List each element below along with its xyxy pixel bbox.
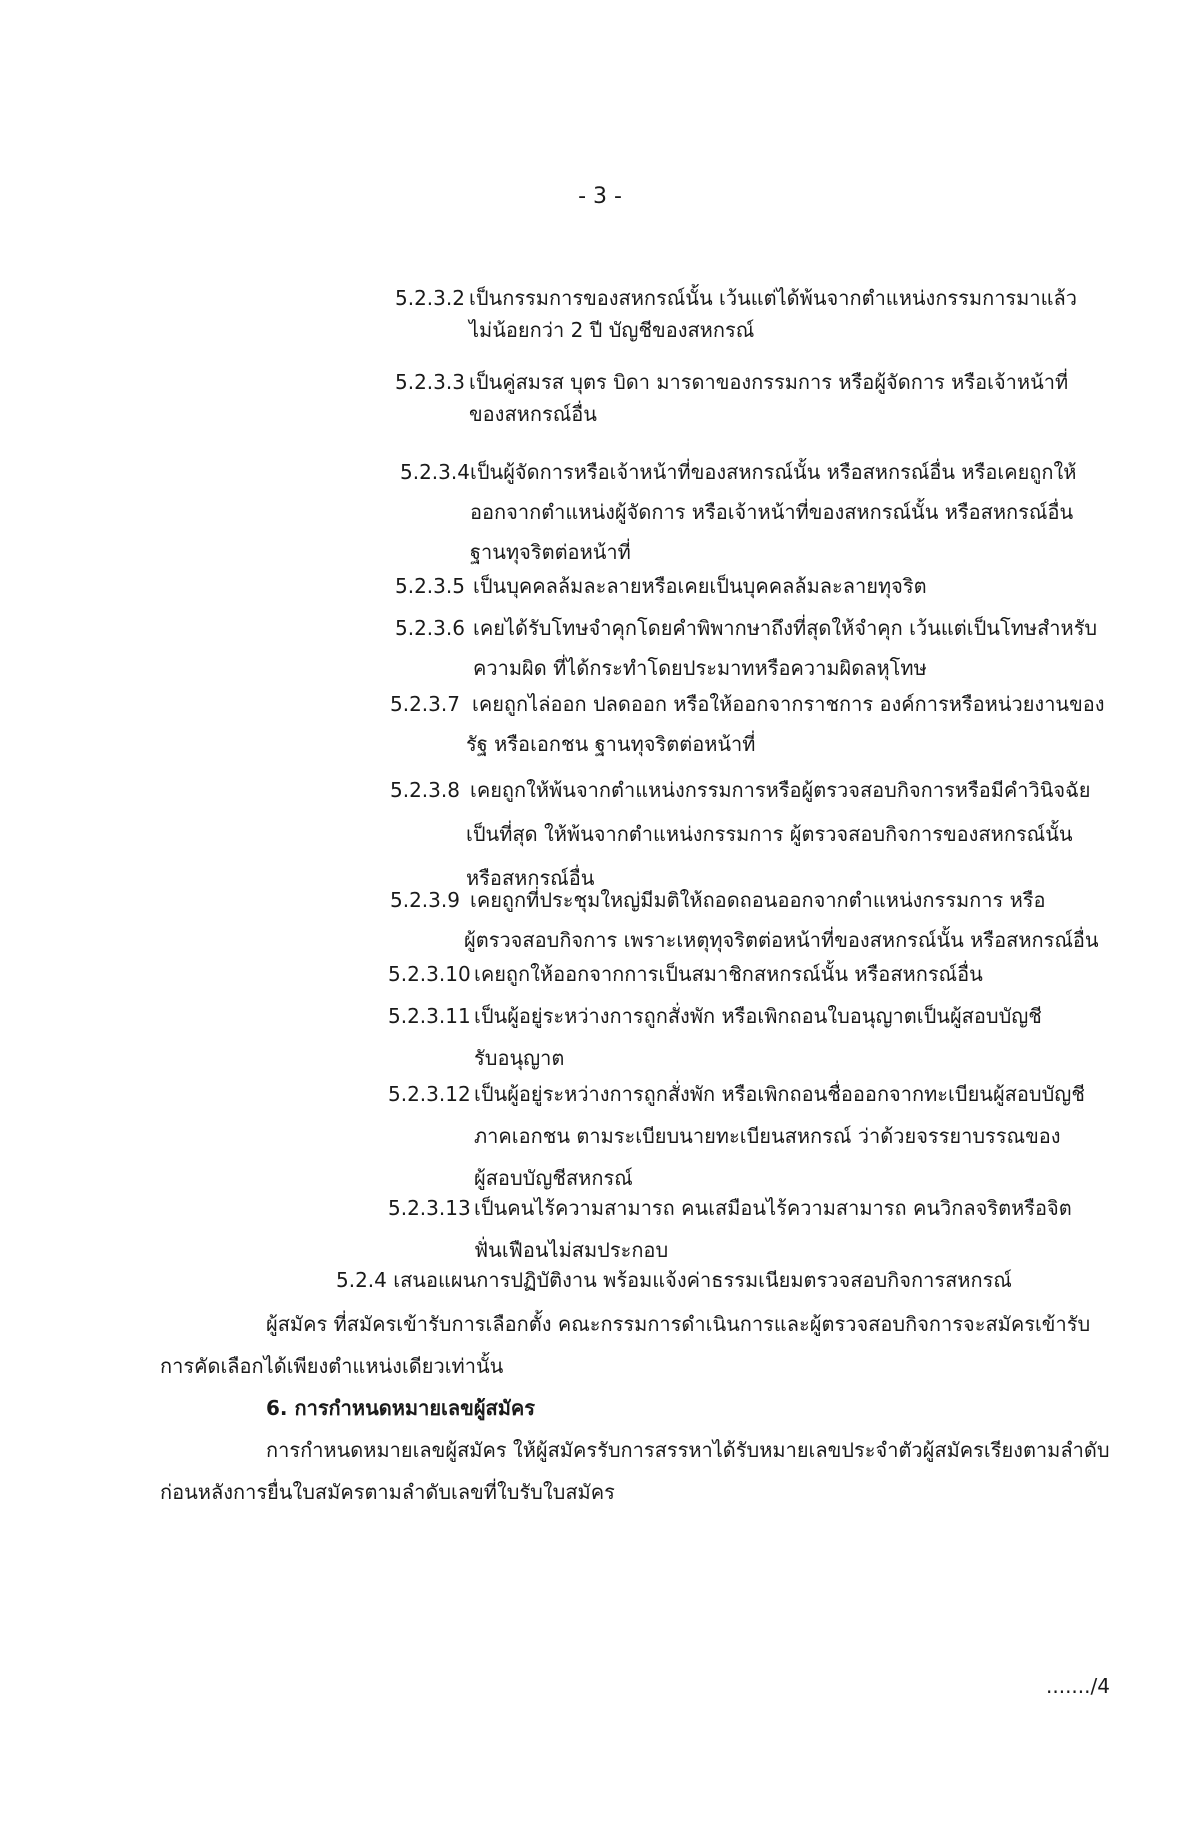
item-text: ผู้ตรวจสอบกิจการ เพราะเหตุทุจริตต่อหน้าที่ของสหกรณ์นั้น หรือสหกรณ์อื่น: [464, 928, 1099, 952]
item-number: 5.2.3.3: [395, 370, 465, 394]
item-number: 5.2.3.6: [395, 616, 465, 640]
list-item: [388, 1080, 1085, 1192]
item-number: 5.2.3.7: [390, 692, 460, 716]
item-number: 5.2.3.13: [388, 1196, 471, 1220]
item-text: เคยถูกไล่ออก ปลดออก หรือให้ออกจากราชการ องค์การหรือหน่วยงานของ: [472, 692, 1105, 716]
page-number: - 3 -: [578, 184, 622, 209]
next-page-marker: ......./4: [1046, 1674, 1110, 1698]
paragraph-line: ผู้สมัคร ที่สมัครเข้ารับการเลือกตั้ง คณะกรรมการดำเนินการและผู้ตรวจสอบกิจการจะสมัครเข้ารับ: [266, 1312, 1091, 1336]
section-6-heading: 6. การกำหนดหมายเลขผู้สมัคร: [266, 1396, 536, 1420]
list-item: [388, 960, 983, 988]
list-item: [395, 284, 1077, 344]
item-number: 5.2.3.9: [390, 888, 460, 912]
list-item: [400, 458, 1076, 566]
list-item: [390, 886, 1099, 954]
item-number: 5.2.3.10: [388, 962, 471, 986]
list-item: [395, 572, 927, 600]
item-number: 5.2.3.12: [388, 1082, 471, 1106]
item-text: เป็นผู้อยู่ระหว่างการถูกสั่งพัก หรือเพิกถอนใบอนุญาตเป็นผู้สอบบัญชี: [474, 1004, 1042, 1028]
item-text: รับอนุญาต: [474, 1046, 565, 1070]
item-text: เป็นคนไร้ความสามารถ คนเสมือนไร้ความสามารถ คนวิกลจริตหรือจิต: [474, 1196, 1072, 1220]
list-item: [395, 614, 1097, 682]
item-text: เป็นคู่สมรส บุตร บิดา มารดาของกรรมการ หรือผู้จัดการ หรือเจ้าหน้าที่: [469, 370, 1069, 394]
item-text: ความผิด ที่ได้กระทำโดยประมาทหรือความผิดลหุโทษ: [473, 656, 927, 680]
paragraph-line: การคัดเลือกได้เพียงตำแหน่งเดียวเท่านั้น: [160, 1354, 504, 1378]
item-text: รัฐ หรือเอกชน ฐานทุจริตต่อหน้าที่: [466, 732, 756, 756]
item-number: 5.2.3.4: [400, 460, 470, 484]
item-text: หรือสหกรณ์อื่น: [466, 866, 595, 890]
item-number: 5.2.3.11: [388, 1004, 471, 1028]
paragraph-line: การกำหนดหมายเลขผู้สมัคร ให้ผู้สมัครรับการสรรหาได้รับหมายเลขประจำตัวผู้สมัครเรียงตามลำดับ: [266, 1438, 1110, 1462]
item-text: เป็นกรรมการของสหกรณ์นั้น เว้นแต่ได้พ้นจากตำแหน่งกรรมการมาแล้ว: [469, 286, 1077, 310]
item-text: เป็นผู้อยู่ระหว่างการถูกสั่งพัก หรือเพิกถอนชื่อออกจากทะเบียนผู้สอบบัญชี: [474, 1082, 1085, 1106]
item-text: ของสหกรณ์อื่น: [469, 402, 597, 426]
item-text: ออกจากตำแหน่งผู้จัดการ หรือเจ้าหน้าที่ของสหกรณ์นั้น หรือสหกรณ์อื่น: [470, 500, 1074, 524]
item-5-2-4: 5.2.4 เสนอแผนการปฏิบัติงาน พร้อมแจ้งค่าธรรมเนียมตรวจสอบกิจการสหกรณ์: [336, 1268, 1012, 1292]
item-text: เป็นที่สุด ให้พ้นจากตำแหน่งกรรมการ ผู้ตรวจสอบกิจการของสหกรณ์นั้น: [466, 822, 1073, 846]
item-text: เคยถูกที่ประชุมใหญ่มีมติให้ถอดถอนออกจากตำแหน่งกรรมการ หรือ: [470, 888, 1046, 912]
paragraph-line: ก่อนหลังการยื่นใบสมัครตามลำดับเลขที่ใบรับใบสมัคร: [160, 1480, 615, 1504]
list-item: [390, 690, 1105, 758]
item-text: ฟั่นเฟือนไม่สมประกอบ: [474, 1238, 669, 1262]
item-text: เคยถูกให้พ้นจากตำแหน่งกรรมการหรือผู้ตรวจสอบกิจการหรือมีคำวินิจฉัย: [470, 778, 1091, 802]
item-text: เคยถูกให้ออกจากการเป็นสมาชิกสหกรณ์นั้น หรือสหกรณ์อื่น: [474, 962, 983, 986]
item-text: เคยได้รับโทษจำคุกโดยคำพิพากษาถึงที่สุดให้จำคุก เว้นแต่เป็นโทษสำหรับ: [473, 616, 1098, 640]
item-text: ฐานทุจริตต่อหน้าที่: [470, 540, 631, 564]
item-text: ผู้สอบบัญชีสหกรณ์: [474, 1166, 633, 1190]
item-text: ไม่น้อยกว่า 2 ปี บัญชีของสหกรณ์: [469, 318, 755, 342]
item-number: 5.2.3.5: [395, 574, 465, 598]
list-item: [395, 368, 1068, 428]
list-item: [388, 1002, 1042, 1072]
item-number: 5.2.3.2: [395, 286, 465, 310]
item-number: 5.2.3.8: [390, 778, 460, 802]
list-item: [388, 1194, 1072, 1264]
list-item: [390, 776, 1090, 892]
item-text: ภาคเอกชน ตามระเบียบนายทะเบียนสหกรณ์ ว่าด้วยจรรยาบรรณของ: [474, 1124, 1061, 1148]
item-text: เป็นผู้จัดการหรือเจ้าหน้าที่ของสหกรณ์นั้น หรือสหกรณ์อื่น หรือเคยถูกให้: [470, 460, 1077, 484]
item-text: เป็นบุคคลล้มละลายหรือเคยเป็นบุคคลล้มละลายทุจริต: [473, 574, 927, 598]
